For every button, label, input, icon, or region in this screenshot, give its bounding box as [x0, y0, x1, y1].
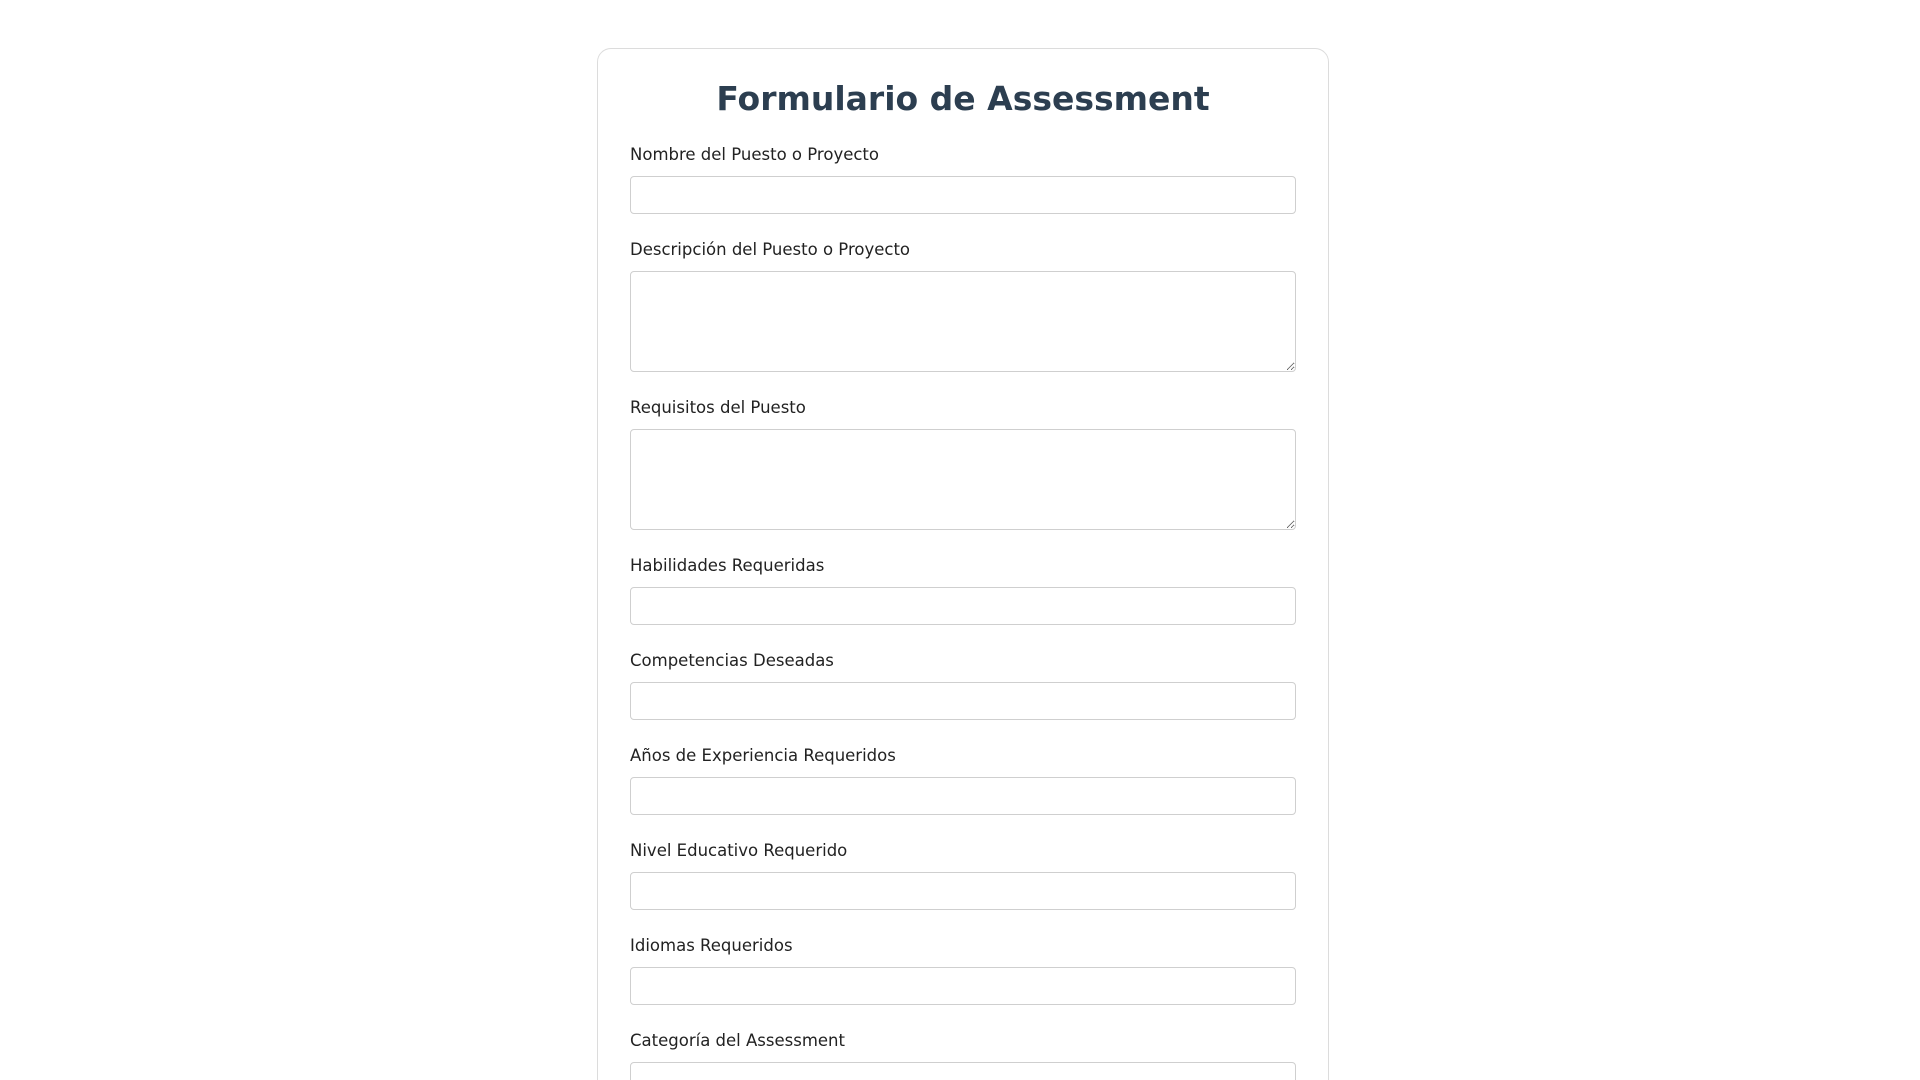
- field-label: Años de Experiencia Requeridos: [630, 746, 896, 765]
- languages-input[interactable]: [630, 967, 1296, 1005]
- education-level-input[interactable]: [630, 872, 1296, 910]
- field-label: Nivel Educativo Requerido: [630, 841, 848, 860]
- experience-years-input[interactable]: [630, 777, 1296, 815]
- field-job-requirements: [630, 398, 1296, 530]
- job-name-input[interactable]: [630, 176, 1296, 214]
- job-requirements-textarea[interactable]: [630, 429, 1296, 530]
- field-education-level: [630, 841, 1296, 910]
- field-label: Categoría del Assessment: [630, 1031, 845, 1050]
- field-label: Descripción del Puesto o Proyecto: [630, 240, 911, 259]
- desired-competencies-input[interactable]: [630, 682, 1296, 720]
- field-experience-years: [630, 746, 1296, 815]
- form-title: Formulario de Assessment: [716, 79, 1210, 118]
- field-job-name: [630, 145, 1296, 214]
- field-required-skills: [630, 556, 1296, 625]
- field-label: Nombre del Puesto o Proyecto: [630, 145, 879, 164]
- field-label: Requisitos del Puesto: [630, 398, 806, 417]
- field-label: Competencias Deseadas: [630, 651, 834, 670]
- field-label: Habilidades Requeridas: [630, 556, 825, 575]
- required-skills-input[interactable]: [630, 587, 1296, 625]
- field-languages: [630, 936, 1296, 1005]
- field-assessment-category: [630, 1031, 1296, 1080]
- assessment-form-card: [597, 48, 1329, 1080]
- field-label: Idiomas Requeridos: [630, 936, 793, 955]
- field-job-description: [630, 240, 1296, 372]
- job-description-textarea[interactable]: [630, 271, 1296, 372]
- assessment-category-input[interactable]: [630, 1062, 1296, 1080]
- field-desired-competencies: [630, 651, 1296, 720]
